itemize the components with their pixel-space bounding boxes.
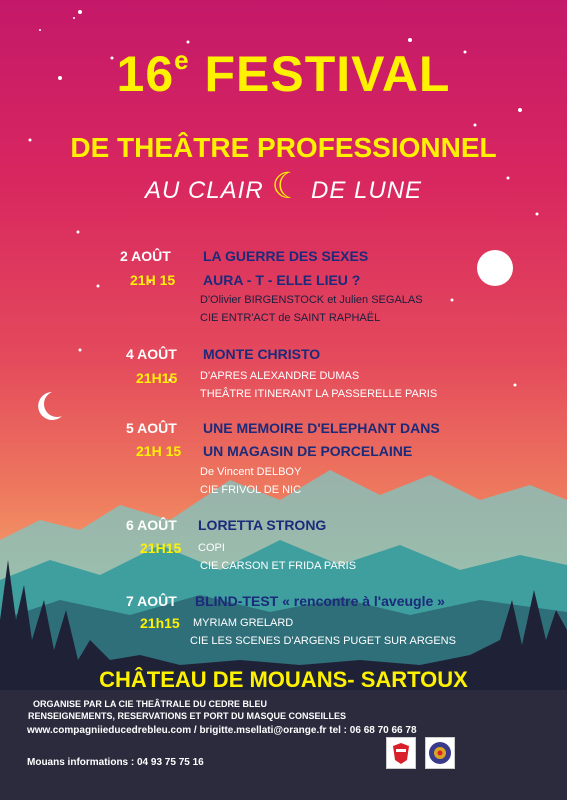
event-4-time: 21H15 [140,540,182,556]
phone-number: tel : 06 68 70 66 78 [329,725,417,736]
event-5-company: CIE LES SCENES D'ARGENS PUGET SUR ARGENS [190,635,456,647]
event-4-title: LORETTA STRONG [198,517,327,533]
event-5-date: 7 AOÛT [126,593,177,609]
organiser-text: ORGANISE PAR LA CIE THEÂTRALE DU CEDRE BLEU [33,699,268,709]
event-1-time: 21H 15 [130,272,176,288]
crescent-moon-icon [38,392,62,420]
event-4-date: 6 AOÛT [126,517,177,533]
festival-tagline [0,165,567,206]
full-moon-icon [477,250,513,286]
event-2-author: D'APRES ALEXANDRE DUMAS [200,370,360,382]
event-3-date: 5 AOÛT [126,420,177,436]
contact-line [27,725,417,736]
event-5-author: MYRIAM GRELARD [193,617,294,629]
event-3-title-line-1: UNE MEMOIRE D'ELEPHANT DANS [203,420,440,436]
event-5-time: 21h15 [140,615,180,631]
email-link[interactable]: brigitte.msellati@orange.fr [199,725,327,736]
crescent-moon-logo-icon: ☾ [271,165,305,206]
event-1-title-line-1: LA GUERRE DES SEXES [203,248,369,264]
event-1-title-line-2: AURA - T - ELLE LIEU ? [203,272,361,288]
event-1-author: D'Olivier BIRGENSTOCK et Julien SEGALAS [200,294,423,306]
event-1-company: CIE ENTR'ACT de SAINT RAPHAËL [200,312,381,324]
venue-name: CHÂTEAU DE MOUANS- SARTOUX [99,667,468,692]
event-3-company: CIE FRIVOL DE NIC [200,484,302,496]
town-logo-icon [386,737,416,769]
edition-number: 16 [116,46,175,102]
event-4-author: COPI [198,542,225,554]
festival-subtitle: DE THEÂTRE PROFESSIONNEL [70,132,497,163]
event-2-time: 21H15 [136,370,178,386]
website-link[interactable]: www.compagniieducedrebleu.com [27,725,192,736]
company-logo-icon [425,737,455,769]
event-3-author: De Vincent DELBOY [200,466,302,478]
mouans-info: Mouans informations : 04 93 75 75 16 [27,757,204,768]
tagline-left: AU CLAIR [144,177,264,204]
tagline-right: DE LUNE [311,177,423,204]
event-1-date: 2 AOÛT [120,248,171,264]
event-3-time: 21H 15 [136,443,182,459]
event-2-title: MONTE CHRISTO [203,346,321,362]
event-4-company: CIE CARSON ET FRIDA PARIS [200,560,357,572]
event-3-title-line-2: UN MAGASIN DE PORCELAINE [203,443,413,459]
event-2-date: 4 AOÛT [126,346,177,362]
event-2-company: THEÂTRE ITINERANT LA PASSERELLE PARIS [200,388,438,400]
event-5-title: BLIND-TEST « rencontre à l'aveugle » [195,593,445,609]
title-text: FESTIVAL [189,46,451,102]
festival-title [0,45,567,103]
reservations-text: RENSEIGNEMENTS, RESERVATIONS ET PORT DU MASQUE CONSEILLES [28,711,347,721]
edition-superscript: e [174,45,190,75]
separator: / [193,725,197,736]
